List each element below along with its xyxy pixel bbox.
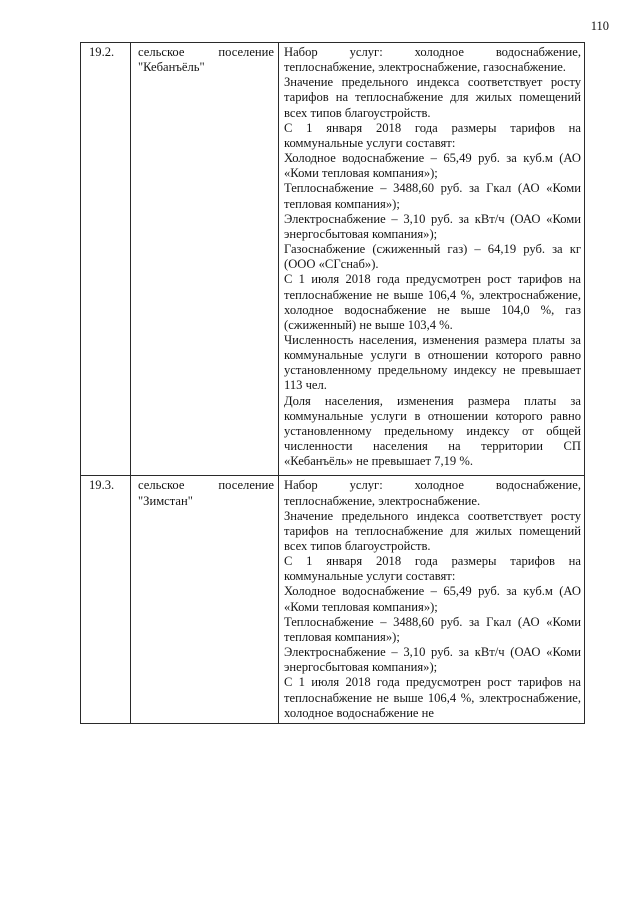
paragraph: Электроснабжение – 3,10 руб. за кВт/ч (ОАО «Коми энергосбытовая компания»);	[284, 211, 581, 241]
table-row	[81, 476, 585, 724]
paragraph: Значение предельного индекса соответствует росту тарифов на теплоснабжение для жилых помещений всех типов благоустройств.	[284, 508, 581, 553]
paragraph: Набор услуг: холодное водоснабжение, теплоснабжение, электроснабжение, газоснабжение.	[284, 45, 581, 75]
paragraph: Доля населения, изменения размера платы за коммунальные услуги в отношении которого равно установленному предельному индексу от общей численности населения на территории СП «Кебанъёль» не превышает 7,19 %.	[284, 393, 581, 469]
tariff-description	[279, 43, 585, 476]
paragraph: Численность населения, изменения размера платы за коммунальные услуги в отношении которого равно установленному предельному индексу не превышает 113 чел.	[284, 332, 581, 393]
paragraph: Электроснабжение – 3,10 руб. за кВт/ч (ОАО «Коми энергосбытовая компания»);	[284, 645, 581, 675]
settlement-name: сельское поселение "Зимстан"	[131, 476, 279, 724]
paragraph: Теплоснабжение – 3488,60 руб. за Гкал (АО «Коми тепловая компания»);	[284, 614, 581, 644]
settlement-name: сельское поселение "Кебанъёль"	[131, 43, 279, 476]
paragraph: С 1 января 2018 года размеры тарифов на коммунальные услуги составят:	[284, 554, 581, 584]
paragraph: С 1 января 2018 года размеры тарифов на коммунальные услуги составят:	[284, 120, 581, 150]
paragraph: Значение предельного индекса соответствует росту тарифов на теплоснабжение для жилых помещений всех типов благоустройств.	[284, 75, 581, 120]
tariff-description	[279, 476, 585, 724]
paragraph: Холодное водоснабжение – 65,49 руб. за куб.м (АО «Коми тепловая компания»);	[284, 584, 581, 614]
paragraph: Теплоснабжение – 3488,60 руб. за Гкал (АО «Коми тепловая компания»);	[284, 181, 581, 211]
paragraph: Набор услуг: холодное водоснабжение, теплоснабжение, электроснабжение.	[284, 478, 581, 508]
page-number: 110	[590, 19, 609, 33]
paragraph: С 1 июля 2018 года предусмотрен рост тарифов на теплоснабжение не выше 106,4 %, электроснабжение, холодное водоснабжение не	[284, 675, 581, 720]
paragraph: Холодное водоснабжение – 65,49 руб. за куб.м (АО «Коми тепловая компания»);	[284, 151, 581, 181]
paragraph: Газоснабжение (сжиженный газ) – 64,19 руб. за кг (ООО «СГснаб»).	[284, 242, 581, 272]
table-row	[81, 43, 585, 476]
paragraph: С 1 июля 2018 года предусмотрен рост тарифов на теплоснабжение не выше 106,4 %, электроснабжение, холодное водоснабжение не выше 104,0 %, газ (сжиженный) не выше 103,4 %.	[284, 272, 581, 332]
row-number: 19.2.	[81, 43, 131, 476]
row-number: 19.3.	[81, 476, 131, 724]
tariff-table	[80, 42, 585, 724]
